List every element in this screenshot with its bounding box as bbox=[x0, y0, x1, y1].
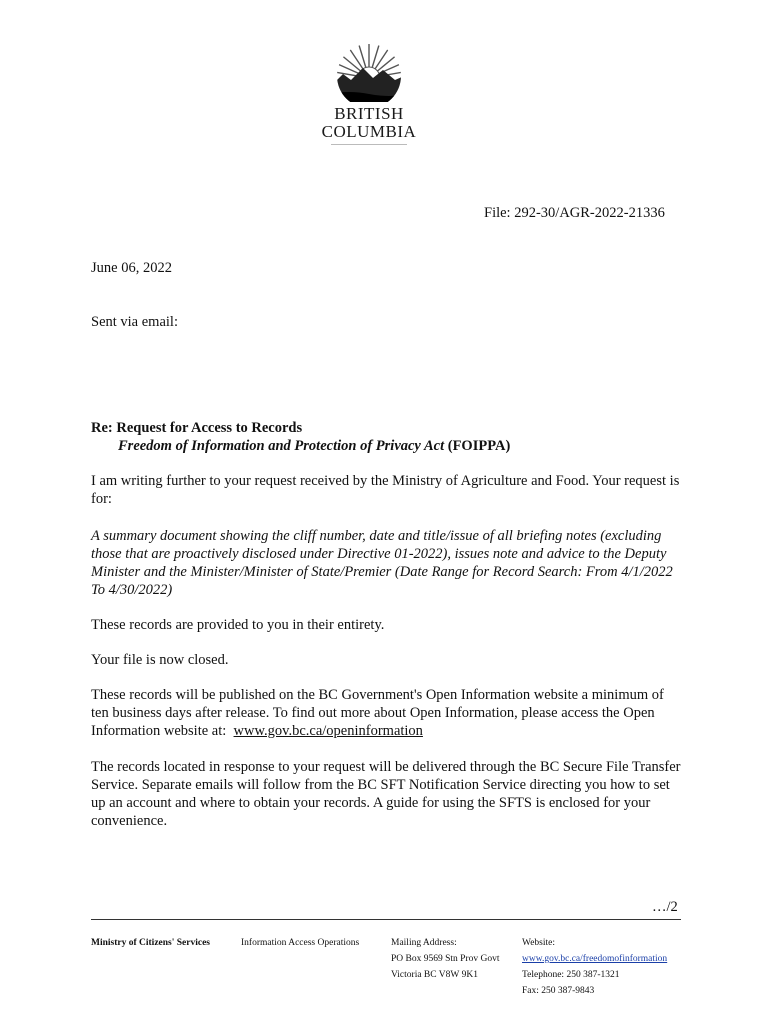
paragraph-request-intro: I am writing further to your request received by the Ministry of Agriculture and Food. Your request is for: bbox=[91, 473, 680, 507]
open-information-link[interactable]: www.gov.bc.ca/openinformation bbox=[233, 723, 423, 739]
footer-ministry: Ministry of Citizens' Services bbox=[91, 938, 210, 948]
logo-wordmark-columbia: COLUMBIA bbox=[321, 122, 417, 141]
mailing-label: Mailing Address: bbox=[391, 938, 457, 948]
logo-underline bbox=[331, 144, 407, 145]
act-abbreviation: (FOIPPA) bbox=[447, 438, 511, 454]
fax: Fax: 250 387-9843 bbox=[522, 986, 595, 996]
paragraph-request-description: A summary document showing the cliff number, date and title/issue of all briefing notes (excluding those that are proactively disclosed under Directive 01-2022), issues note and advice to the Deputy Minister and the Minister/Minister of State/Premier (Date Range for Record Search: From 4/1/2022 To 4/30/2022) bbox=[91, 528, 673, 598]
mailing-line-2: Victoria BC V8W 9K1 bbox=[391, 970, 478, 980]
mailing-line-1: PO Box 9569 Stn Prov Govt bbox=[391, 954, 500, 964]
open-information-text: These records will be published on the BC Government's Open Information website a minimum of ten business days after release. To find out more about Open Information, please access the Open Information website at: bbox=[91, 687, 664, 739]
website-label: Website: bbox=[522, 938, 556, 948]
paragraph-records-provided: These records are provided to you in their entirety. bbox=[91, 617, 385, 633]
telephone: Telephone: 250 387-1321 bbox=[522, 970, 620, 980]
file-reference: File: 292-30/AGR-2022-21336 bbox=[484, 205, 665, 221]
paragraph-open-information bbox=[91, 686, 681, 740]
sun-mountains-icon bbox=[329, 44, 409, 102]
sent-via-line: Sent via email: bbox=[91, 314, 178, 330]
footer-mailing-address bbox=[391, 935, 499, 983]
letter-date: June 06, 2022 bbox=[91, 260, 172, 276]
subject-line: Re: Request for Access to Records bbox=[91, 420, 303, 436]
footer-website-block bbox=[522, 935, 667, 999]
footer-office: Information Access Operations bbox=[241, 938, 360, 948]
bc-government-logo bbox=[313, 44, 425, 148]
continued-marker: …/2 bbox=[652, 899, 678, 915]
footer-divider bbox=[91, 919, 681, 920]
website-link[interactable]: www.gov.bc.ca/freedomofinformation bbox=[522, 954, 668, 964]
logo-wordmark-british: BRITISH bbox=[334, 104, 404, 123]
paragraph-file-closed: Your file is now closed. bbox=[91, 652, 229, 668]
act-reference bbox=[118, 437, 510, 455]
paragraph-secure-transfer: The records located in response to your request will be delivered through the BC Secure File Transfer Service. Separate emails will follow from the BC SFT Notification Service directing you how to set up an account and where to obtain your records. A guide for using the SFTS is enclosed for your convenience. bbox=[91, 759, 681, 829]
act-title: Freedom of Information and Protection of Privacy Act bbox=[118, 438, 445, 454]
